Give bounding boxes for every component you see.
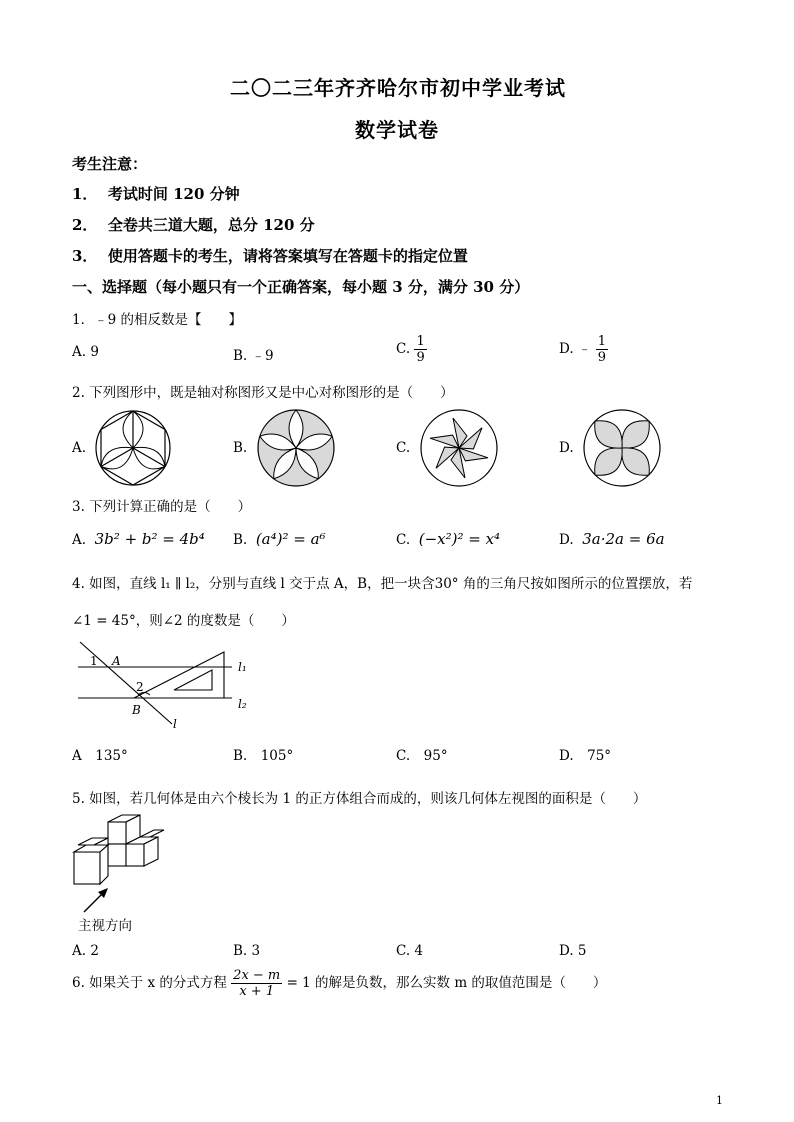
math-expression: 3a·2a = 6a [582, 530, 665, 548]
q1-option-c [396, 334, 427, 365]
math-expression: 3b² + b² = 4b⁴ [94, 530, 205, 548]
stem-text: 6. 如果关于 x 的分式方程 [72, 975, 227, 991]
q2-option-b: B. [233, 440, 248, 456]
page-subtitle: 数学试卷 [355, 118, 439, 142]
fraction-num: 1 [597, 334, 607, 349]
q4-label-1: 1 [90, 654, 98, 668]
fraction [596, 334, 608, 365]
notice-num: 3． [72, 247, 98, 265]
q3-option-c [396, 530, 500, 548]
fraction [231, 968, 282, 999]
q5-option-d: D. 5 [559, 943, 587, 959]
page-title: 二〇二三年齐齐哈尔市初中学业考试 [230, 76, 566, 100]
stem-text: = 1 的解是负数，那么实数 m 的取值范围是（ ） [286, 975, 607, 991]
q2-figure-a [93, 408, 173, 488]
q2-figure-c [417, 406, 501, 490]
fraction-num: 1 [416, 334, 425, 349]
q1-option-b: B. ﹣9 [233, 348, 274, 364]
q3-option-d [559, 530, 665, 548]
notice-item-1 [72, 183, 240, 204]
q4-option-a: A 135° [72, 748, 128, 764]
q5-option-a: A. 2 [72, 943, 99, 959]
option-label: D. [559, 532, 574, 548]
notice-text: 使用答题卡的考生，请将答案填写在答题卡的指定位置 [107, 247, 468, 265]
q1-option-d [559, 334, 608, 365]
option-label: C. [396, 532, 411, 548]
option-label: B. [233, 532, 248, 548]
question-4-stem-line2: ∠1 = 45°，则∠2 的度数是（ ） [72, 613, 295, 629]
q5-option-b: B. 3 [233, 943, 261, 959]
q4-option-c: C. 95° [396, 748, 448, 764]
q2-option-d: D. [559, 440, 574, 456]
q4-label-l: l [173, 717, 177, 731]
question-4-stem-line1: 4. 如图，直线 l₁ ∥ l₂，分别与直线 l 交于点 A，B，把一块含30° 角的三角尺按如图所示的位置摆放，若 [72, 576, 693, 592]
q4-label-l1: l₁ [238, 660, 247, 674]
fraction-den: 9 [416, 350, 425, 365]
q1-option-a: A. 9 [72, 344, 99, 360]
q2-option-a: A. [72, 440, 87, 456]
q3-option-b [233, 530, 326, 548]
q4-label-B: B [132, 703, 141, 717]
math-expression: (−x²)² = x⁴ [418, 530, 501, 548]
notice-text: 全卷共三道大题，总分 120 分 [107, 216, 315, 234]
notice-item-2 [72, 214, 315, 235]
q2-option-c: C. [396, 440, 411, 456]
q4-label-2: 2 [136, 680, 144, 694]
notice-heading: 考生注意： [72, 155, 148, 173]
page-number: 1 [716, 1094, 723, 1107]
q2-figure-b [254, 406, 338, 490]
math-expression: (a⁴)² = a⁶ [255, 530, 326, 548]
fraction-num: 2x − m [233, 968, 281, 983]
q2-figure-d [580, 406, 664, 490]
q4-label-l2: l₂ [238, 697, 247, 711]
question-2-stem: 2. 下列图形中，既是轴对称图形又是中心对称图形的是（ ） [72, 385, 454, 401]
q5-option-c: C. 4 [396, 943, 424, 959]
fraction-den: x + 1 [239, 984, 275, 999]
question-1-stem: 1．﹣9 的相反数是【 】 [72, 312, 242, 328]
fraction [414, 334, 426, 365]
notice-num: 2． [72, 216, 98, 234]
q3-option-a [72, 530, 205, 548]
notice-item-3 [72, 245, 468, 266]
question-6-stem [72, 968, 606, 999]
q5-caption: 主视方向 [78, 918, 132, 934]
question-5-stem: 5. 如图，若几何体是由六个棱长为 1 的正方体组合而成的，则该几何体左视图的面积是（ ） [72, 791, 647, 807]
option-label: A. [72, 532, 87, 548]
notice-text: 考试时间 120 分钟 [107, 185, 240, 203]
notice-num: 1． [72, 185, 98, 203]
q4-figure [72, 638, 272, 734]
q4-option-b: B. 105° [233, 748, 294, 764]
q5-figure [70, 812, 180, 922]
question-3-stem: 3. 下列计算正确的是（ ） [72, 499, 252, 515]
q4-label-A: A [112, 654, 121, 668]
option-label: D. ﹣ [559, 341, 592, 357]
q4-option-d: D. 75° [559, 748, 612, 764]
fraction-den: 9 [597, 350, 607, 365]
option-label: C. [396, 341, 411, 357]
section-heading: 一、选择题（每小题只有一个正确答案，每小题 3 分，满分 30 分） [72, 278, 530, 296]
